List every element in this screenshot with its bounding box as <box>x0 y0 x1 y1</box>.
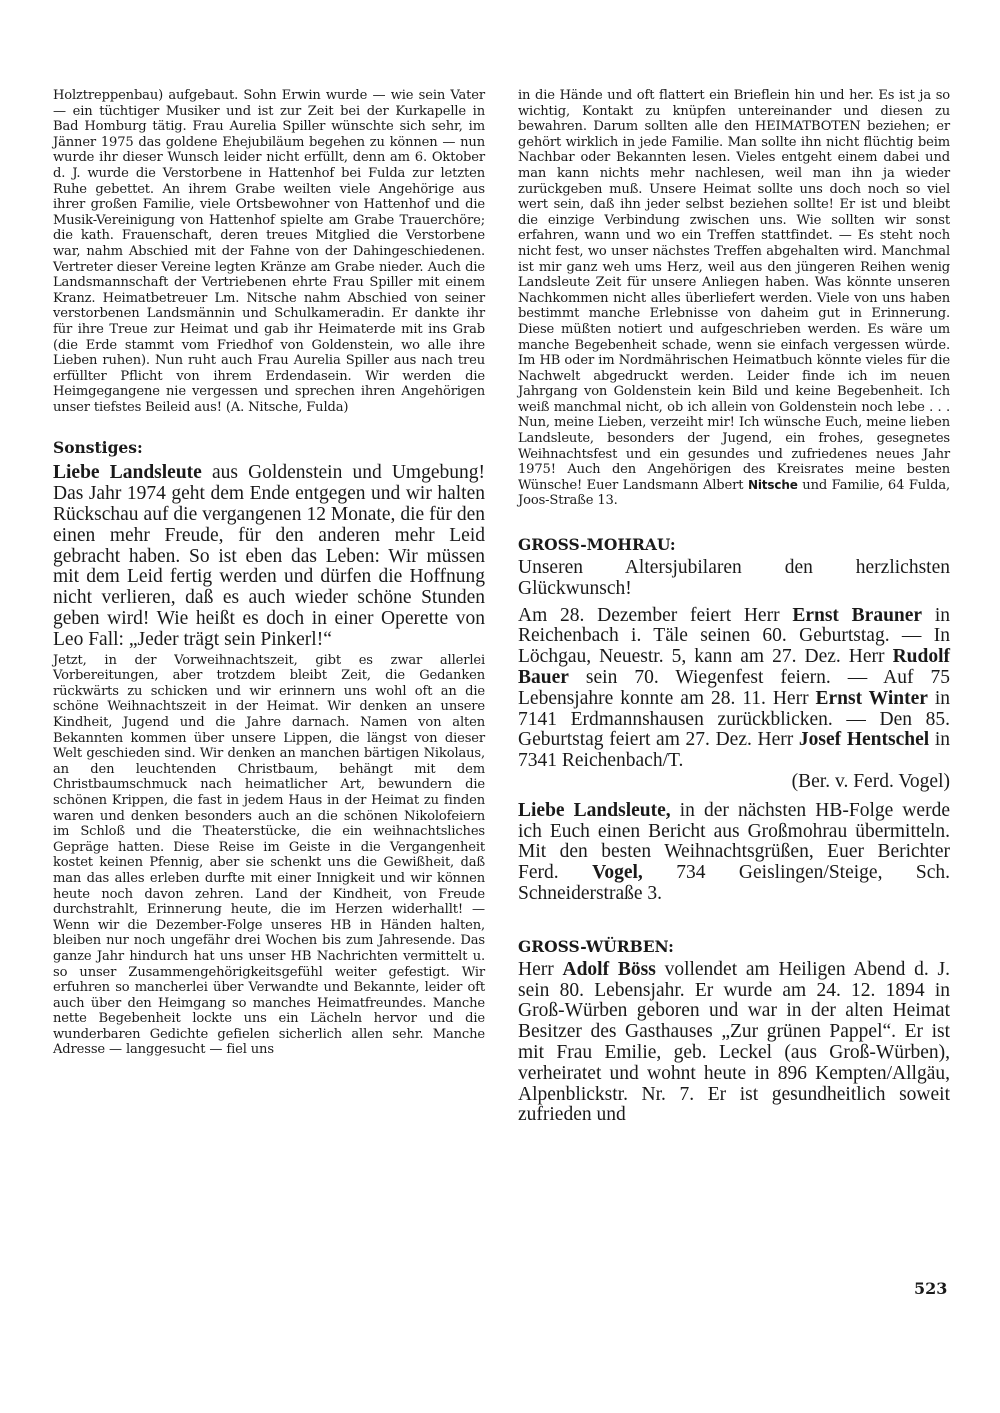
continuation-text: in die Hände und oft flattert ein Brieflein hin und her. Es ist ja so wichtig, Kontakt zu knüpfen untereinander und diesen zu bewahren. Darum sollten alle den HEIMATBOTEN beziehen; er gehört wirklich in jede Familie. Man sollte ihn nicht flüchtig beim Nachbar oder Bekannten lesen. Vieles entgeht einem dabei und man kann nichts mehr nachlesen, weil man ihn ja wieder zurückgeben muß. Unsere Heimat sollte uns doch noch so viel wert sein, daß ihn jeder selbst beziehen sollte! Er ist und bleibt die einzige Verbindung zwischen uns. Wie sollten wir sonst erfahren, wann und wo ein Treffen stattfindet. — Es steht noch nicht fest, wo unser nächstes Treffen abgehalten wird. Manchmal ist mir ganz weh ums Herz, weil aus den jüngeren Reihen wenig Landsleute Zeit für unsere Anliegen haben. Was könnte unseren Nachkommen nicht alles überliefert werden. Viele von uns haben bestimmt manche Erlebnisse von daheim gut in Erinnerung. Diese müßten notiert und aufgeschrieben werden. Es wäre um manche Begebenheit schade, wenn sie einfach vergessen würde. Im HB oder im Nordmährischen Heimatbuch könnte vieles für die Nachwelt abgedruckt werden. Leider finde ich im neuen Jahrgang von Goldenstein kein Bild und keine Begebenheit. Ich weiß manchmal nicht, ob ich allein von Goldenstein noch lebe . . . Nun, meine Lieben, verzeiht mir! Ich wünsche Euch, meine lieben Landsleute, besonders der Jugend, ein frohes, gesegnetes Weihnachtsfest und ein gesundes und zufriedenes neues Jahr 1975! Auch den Angehörigen des Kreisrates meine besten Wünsche! Euer Landsmann Albert <box>518 88 950 493</box>
person-name: Adolf Böss <box>562 958 656 980</box>
person-name: Ernst Winter <box>815 687 928 709</box>
lead-text: aus Goldenstein und Umgebung! Das Jahr 1974 geht dem Ende entgegen und wir halten Rückschau auf die vergangenen 12 Monate, die für den einen mehr Freude, für den anderen mehr Leid gebracht haben. So ist eben das Leben: Wir müssen mit dem Leid fertig werden und dürfen die Hoffnung nicht verlieren, daß es auch wieder schöne Stunden geben wird! Wie heißt es doch in einer Operette von Leo Fall: „Jeder trägt sein Pinkerl!“ <box>53 462 485 650</box>
signature-name: Nitsche <box>747 477 798 492</box>
gross-mohrau-greeting <box>518 801 950 905</box>
lead-bold-greeting: Liebe Landsleute <box>53 462 202 484</box>
text: sein 70. Wiegenfest feiern. — Auf 75 Lebensjahre konnte am 28. 11. Herr <box>518 667 950 709</box>
person-name: Rudolf Bauer <box>518 646 950 689</box>
section-heading-gross-mohrau: GROSS-MOHRAU: <box>518 535 676 555</box>
person-name: Josef Hentschel <box>798 729 930 751</box>
text: 734 Geislingen/Steige, Sch. Schneiderstraße 3. <box>518 862 950 904</box>
reporter-name: Vogel, <box>592 862 643 884</box>
sonstiges-lead-paragraph <box>53 463 485 650</box>
gross-mohrau-intro: Unseren Altersjubilaren den herzlichsten Glückwunsch! <box>518 557 950 599</box>
person-name: Ernst Brauner <box>792 604 923 626</box>
obituary-continuation: Holztreppenbau) aufgebaut. Sohn Erwin wurde — wie sein Vater — ein tüchtiger Musiker und ist zur Zeit bei der Kurkapelle in Bad Homburg tätig. Frau Aurelia Spiller wünschte sich sehr, im Jänner 1975 das goldene Ehejubiläum begehen zu können — nun wurde ihr dieser Wunsch leider nicht erfüllt, denn am 6. Oktober d. J. wurde die Verstorbene in Hattenhof bei Fulda zur letzten Ruhe gebettet. An ihrem Grabe weilten viele Angehörige aus ihrer großen Familie, viele Ortsbewohner von Hattenhof und die Musik-Vereinigung von Hattenhof spielte am Grabe Trauerchöre; die kath. Frauenschaft, deren treues Mitglied die Verstorbene war, nahm Abschied mit der Fahne von der Dahingeschiedenen. Vertreter dieser Vereine legten Kränze am Grabe nieder. Auch die Landsmannschaft der Vertriebenen ehrte Frau Spiller mit einem Kranz. Heimatbetreuer Lm. Nitsche nahm Abschied von seiner verstorbenen Landsmännin und Schulkameradin. Er dankte ihr für ihre Treue zur Heimat und gab ihr Heimaterde mit ins Grab (die Erde stammt vom Friedhof von Goldenstein, wo alle ihre Lieben ruhen). Nun ruht auch Frau Aurelia Spiller aus nach treu erfüllter Pflicht von ihrem Erdendasein. Wir werden die Heimgegangene nie vergessen und sprechen ihren Angehörigen unser tiefstes Beileid aus! (A. Nitsche, Fulda) <box>53 88 485 415</box>
signature-address: und Familie, 64 Fulda, Joos-Straße 13. <box>518 477 950 509</box>
sonstiges-continuation <box>518 88 950 509</box>
gross-wuerben-paragraph <box>518 960 950 1126</box>
greeting-bold: Liebe Landsleute, <box>518 799 671 821</box>
text: vollendet am Heiligen Abend d. J. sein 80. Lebensjahr. Er wurde am 24. 12. 1894 in Groß-Würben geboren und war in der alten Heimat Besitzer des Gasthauses „Zur grünen Pappel“. Er ist mit Frau Emilie, geb. Leckel (aus Groß-Würben), verheiratet und wohnt heute in 896 Kempten/Allgäu, Alpenblickstr. Nr. 7. Er ist gesundheitlich soweit zufrieden und <box>518 958 950 1126</box>
text: in 7341 Reichenbach/T. <box>518 729 950 772</box>
text: in Reichenbach i. Täle seinen 60. Geburtstag. — In Löchgau, Neuestr. 5, kann am 27. Dez. Herr <box>518 604 950 668</box>
text: in 7141 Erdmannshausen zurückblicken. — Den 85. Geburtstag feiert am 27. Dez. Herr <box>518 687 951 751</box>
page-number: 523 <box>914 1279 948 1298</box>
left-column <box>53 88 485 1058</box>
report-credit: (Ber. v. Ferd. Vogel) <box>791 771 950 792</box>
sonstiges-body-paragraph: Jetzt, in der Vorweihnachtszeit, gibt es zwar allerlei Vorbereitungen, aber trotzdem bleibt Zeit, die Gedanken rückwärts zu schicken und wir erinnern uns wohl oft an die schöne Weihnachtszeit in der Heimat. Wir denken an unsere Kindheit, Jugend und die Jahre darnach. Namen von alten Bekannten kommen über unsere Lippen, die längst von dieser Welt geschieden sind. Wir denken an manchen bärtigen Nikolaus, an den leuchtenden Christbaum, behängt mit dem Christbaumschmuck nach heimatlicher Art, bewundern die schönen Krippen, die fast in jedem Haus in der Heimat zu finden waren und denken besonders auch an die schönen Nikolofeiern im Schloß und die Theaterstücke, die ein weihnachtsliches Gepräge hatten. Diese Reise im Geiste in die Vergangenheit kostet keinen Pfennig, aber sie schenkt uns die Gewißheit, daß man das alles erleben durfte mit einer Innigkeit und wir können heute noch davon zehren. Land der Kindheit, von Freude durchstrahlt, Erinnerung heute, die im Herzen widerhallt! — Wenn wir die Dezember-Folge unseres HB in Händen halten, bleiben nur noch ungefähr drei Wochen bis zum Jahresende. Das ganze Jahr hindurch hat uns unser HB Nachrichten vermittelt u. so unser Zusammengehörigkeitsgefühl weiter gefestigt. Wir erfuhren so mancherlei über Verwandte und Bekannte, leider oft auch über den Heimgang so manches Heimatfreundes. Manche nette Begebenheit lockte uns ein Lächeln hervor und die wunderbaren Gedichte gefielen sicherlich allen sehr. Manche Adresse — langgesucht — fiel uns <box>53 652 485 1058</box>
text: in der nächsten HB-Folge werde ich Euch einen Bericht aus Großmohrau übermitteln. Mit den besten Weihnachtsgrüßen, Euer Berichter Ferd. <box>518 799 950 884</box>
text: Herr <box>518 958 563 980</box>
right-column <box>518 88 950 1126</box>
section-heading-sonstiges: Sonstiges: <box>53 438 143 458</box>
gross-mohrau-birthdays <box>518 606 950 772</box>
section-heading-gross-wuerben: GROSS-WÜRBEN: <box>518 936 674 956</box>
text: Am 28. Dezember feiert Herr <box>518 604 793 626</box>
